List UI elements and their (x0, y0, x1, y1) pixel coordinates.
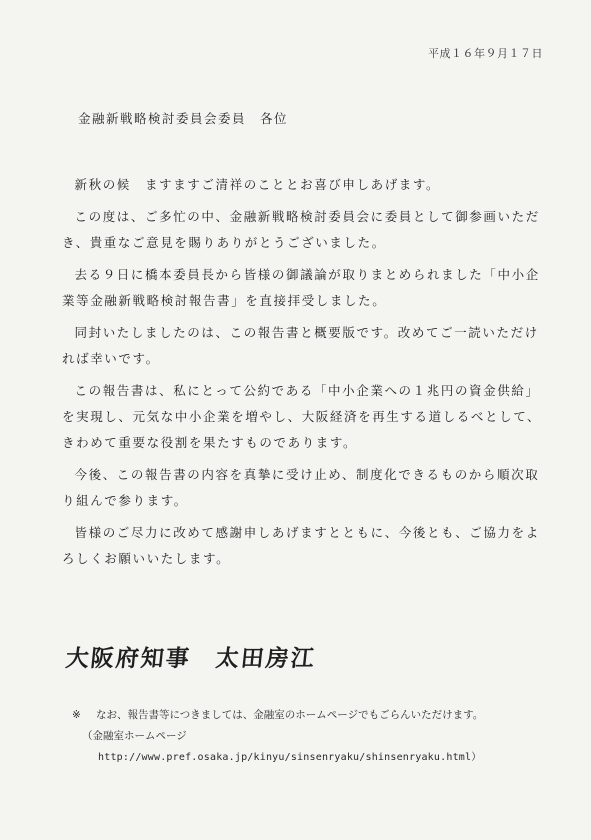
letter-date: 平成１６年９月１７日 (428, 47, 543, 60)
closing-paragraph: 皆様のご尽力に改めて感謝申しあげますとともに、今後とも、ご協力をよろしくお願いいたします。 (62, 525, 540, 566)
greeting-paragraph: 新秋の候 ますますご清祥のこととお喜び申しあげます。 (74, 177, 441, 192)
handwritten-signature: 大阪府知事 太田房江 (64, 646, 318, 672)
report-received-paragraph: 去る９日に橋本委員長から皆様の御議論が取りまとめられました「中小企業等金融新戦略検討報告書」を直接拝受しました。 (62, 267, 540, 308)
thanks-paragraph: この度は、ご多忙の中、金融新戦略検討委員会に委員として御参画いただき、貴重なご意見を賜りありがとうございました。 (62, 209, 540, 250)
enclosure-paragraph: 同封いたしましたのは、この報告書と概要版です。改めてご一読いただければ幸いです。 (62, 325, 539, 366)
homepage-label: （金融室ホームページ (82, 730, 187, 742)
note-mark: ※ (72, 709, 81, 721)
homepage-url-link[interactable]: http://www.pref.osaka.jp/kinyu/sinsenryaku/shinsenryaku.html） (98, 752, 482, 763)
report-significance-paragraph: この報告書は、私にとって公約である「中小企業への１兆円の資金供給」を実現し、元気な中小企業を増やし、大阪経済を再生する道しるべとして、きわめて重要な役割を果たすものであります。 (62, 383, 542, 450)
letter-body (62, 172, 548, 578)
future-action-paragraph: 今後、この報告書の内容を真摯に受け止め、制度化できるものから順次取り組んで参ります。 (62, 467, 540, 508)
note-text: なお、報告書等につきましては、金融室のホームページでもごらんいただけます。 (96, 709, 484, 721)
letter-addressee: 金融新戦略検討委員会委員 各位 (78, 111, 289, 126)
footnote (72, 705, 562, 768)
